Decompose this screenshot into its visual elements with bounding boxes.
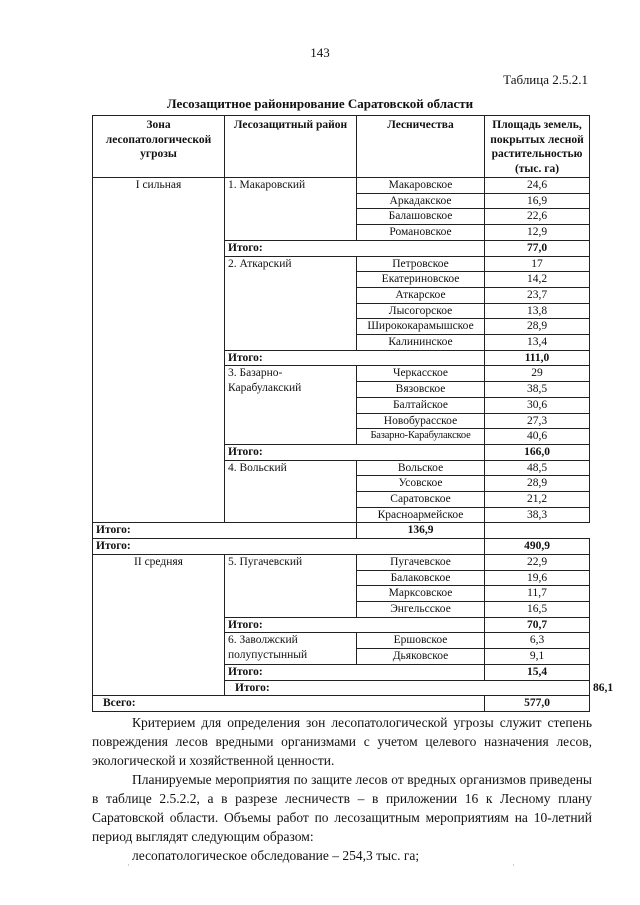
- forestry-cell: Ширококарамышское: [357, 319, 485, 335]
- area-cell: 9,1: [485, 649, 590, 665]
- header-zone: Зона лесопатологической угрозы: [93, 116, 225, 178]
- area-cell: 27,3: [485, 413, 590, 429]
- forestry-cell: Балаковское: [357, 570, 485, 586]
- area-cell: 29: [485, 366, 590, 382]
- district-cell: 2. Аткарский: [225, 256, 357, 350]
- subtotal-label: Итого:: [93, 523, 357, 539]
- subtotal-value: 166,0: [485, 444, 590, 460]
- area-cell: 12,9: [485, 225, 590, 241]
- forestry-cell: Дьяковское: [357, 649, 485, 665]
- zone-total-label: Итого:: [225, 680, 590, 696]
- area-cell: 17: [485, 256, 590, 272]
- zoning-table: [92, 115, 614, 712]
- subtotal-value: 136,9: [357, 523, 485, 539]
- area-cell: 30,6: [485, 397, 590, 413]
- paragraph-text: Планируемые мероприятия по защите лесов от вредных организмов приведены в таблице 2.5.2.2, а в разрезе лесничеств – в приложении 16 к Лесному плану Саратовской области. Объемы работ по лесозащитным мероприятиям на 10-летний период выглядят следующим образом:: [92, 772, 592, 844]
- forestry-cell: Марксовское: [357, 586, 485, 602]
- district-cell: 6. Заволжский полупустынный: [225, 633, 357, 664]
- forestry-cell: Вольское: [357, 460, 485, 476]
- subtotal-row: [93, 523, 590, 539]
- forestry-cell: Саратовское: [357, 492, 485, 508]
- area-cell: 16,5: [485, 601, 590, 617]
- forestry-cell: Екатериновское: [357, 272, 485, 288]
- subtotal-label: Итого:: [225, 617, 485, 633]
- paragraph-measures: [92, 770, 592, 846]
- forestry-cell: Ершовское: [357, 633, 485, 649]
- forestry-cell: Макаровское: [357, 178, 485, 194]
- area-cell: 13,8: [485, 303, 590, 319]
- area-cell: 11,7: [485, 586, 590, 602]
- district-cell: 4. Вольский: [225, 460, 357, 523]
- district-cell: 1. Макаровский: [225, 178, 357, 241]
- subtotal-label: Итого:: [225, 240, 485, 256]
- zone-total-row: Итого: 86,1: [93, 680, 590, 696]
- forestry-cell: Пугачевское: [357, 554, 485, 570]
- header-forestry: Лесничества: [357, 116, 485, 178]
- area-cell: 21,2: [485, 492, 590, 508]
- subtotal-value: 111,0: [485, 350, 590, 366]
- subtotal-value: 70,7: [485, 617, 590, 633]
- table-title: Лесозащитное районирование Саратовской области: [166, 96, 474, 111]
- area-cell: 23,7: [485, 287, 590, 303]
- header-district: Лесозащитный район: [225, 116, 357, 178]
- forestry-cell: Красноармейское: [357, 507, 485, 523]
- area-cell: 28,9: [485, 476, 590, 492]
- area-cell: 19,6: [485, 570, 590, 586]
- zone-total-row: [93, 539, 590, 555]
- forestry-cell: Балтайское: [357, 397, 485, 413]
- header-area: Площадь земель, покрытых лесной растительностью (тыс. га): [485, 116, 590, 178]
- area-cell: 16,9: [485, 193, 590, 209]
- table-row: [93, 178, 590, 194]
- forestry-cell: Романовское: [357, 225, 485, 241]
- forestry-cell: Базарно-Карабулакское: [357, 429, 485, 445]
- area-cell: 6,3: [485, 633, 590, 649]
- zone-cell: II средняя: [93, 554, 225, 695]
- district-cell: 3. Базарно-Карабулакский: [225, 366, 357, 445]
- subtotal-label: Итого:: [225, 350, 485, 366]
- page-number: 143: [310, 45, 330, 60]
- forestry-cell: Лысогорское: [357, 303, 485, 319]
- zone-total-label: Итого:: [93, 539, 485, 555]
- forestry-cell: Энгельсское: [357, 601, 485, 617]
- forestry-cell: Усовское: [357, 476, 485, 492]
- area-cell: 13,4: [485, 335, 590, 351]
- subtotal-label: Итого:: [225, 664, 485, 680]
- subtotal-value: 77,0: [485, 240, 590, 256]
- forestry-cell: Аркадакское: [357, 193, 485, 209]
- area-cell: 14,2: [485, 272, 590, 288]
- forestry-cell: Новобурасское: [357, 413, 485, 429]
- table-label: Таблица 2.5.2.1: [503, 72, 588, 87]
- subtotal-value: 15,4: [485, 664, 590, 680]
- paragraph-criteria: [92, 713, 592, 770]
- forestry-cell: Петровское: [357, 256, 485, 272]
- area-cell: 48,5: [485, 460, 590, 476]
- forestry-cell: Черкасское: [357, 366, 485, 382]
- area-cell: 28,9: [485, 319, 590, 335]
- paragraph-survey: [92, 846, 592, 870]
- district-cell: 5. Пугачевский: [225, 554, 357, 617]
- area-cell: 22,9: [485, 554, 590, 570]
- forestry-cell: Балашовское: [357, 209, 485, 225]
- paragraph-text: лесопатологическое обследование – 254,3 тыс. га;: [132, 848, 420, 863]
- forestry-cell: Аткарское: [357, 287, 485, 303]
- area-cell: 24,6: [485, 178, 590, 194]
- grand-total-label: Всего:: [93, 696, 485, 712]
- area-cell: 22,6: [485, 209, 590, 225]
- scan-artifact: · ·: [127, 860, 515, 870]
- header-row: [93, 116, 590, 178]
- table-row: [93, 554, 590, 570]
- forestry-cell: Калининское: [357, 335, 485, 351]
- area-cell: 38,3: [485, 507, 590, 523]
- zone-total-value: 490,9: [485, 539, 590, 555]
- subtotal-label: Итого:: [225, 444, 485, 460]
- area-cell: 40,6: [485, 429, 590, 445]
- area-cell: 38,5: [485, 382, 590, 398]
- forestry-cell: Вязовское: [357, 382, 485, 398]
- grand-total-value: 577,0: [485, 696, 590, 712]
- zone-cell: I сильная: [93, 178, 225, 523]
- paragraph-text: Критерием для определения зон лесопатологической угрозы служит степень повреждения лесов вредными организмами с учетом целевого назначения лесов, экологической и хозяйственной ценности.: [92, 715, 592, 768]
- grand-total-row: [93, 696, 590, 712]
